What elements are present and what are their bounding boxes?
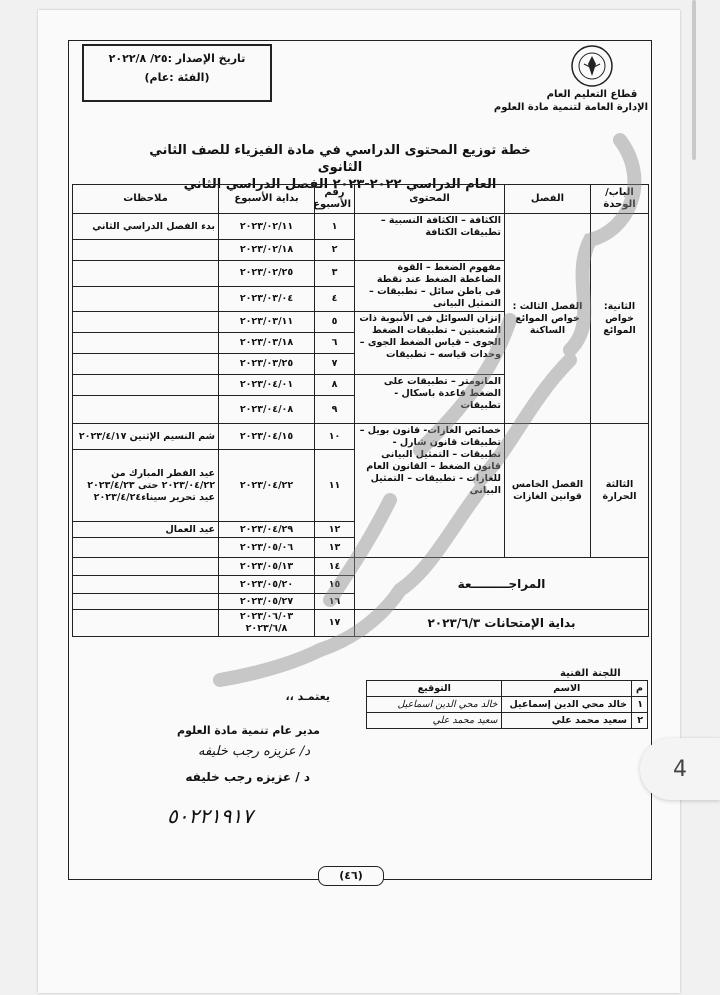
week-no: ١٧: [315, 610, 355, 637]
distribution-table: [72, 184, 649, 637]
ministry-logo: [493, 44, 648, 130]
unit-heat: الثالثة الحرارة: [591, 424, 649, 558]
logo-line-2: الإدارة العامة لتنمية مادة العلوم: [493, 102, 648, 113]
week-no: ٨: [315, 375, 355, 396]
viewer-page-indicator[interactable]: 4: [640, 738, 720, 800]
week-no: ٩: [315, 396, 355, 424]
week-date: ٢٠٢٣/٠٤/٠٨: [219, 396, 315, 424]
week-date: ٢٠٢٣/٠٢/٢٥: [219, 261, 315, 287]
header-week-start: بداية الأسبوع: [219, 185, 315, 214]
content-block-2: مفهوم الضغط – القوة الضاغطة الضغط عند نقطة فى باطن سائل – تطبيقات – التمثيل البيانى: [355, 261, 505, 312]
content-block-4: المانومتر – تطبيقات على الضغط قاعدة باسكال - تطبيقات: [355, 375, 505, 424]
week-date: ٢٠٢٣/٠٦/٠٣ ٢٠٢٣/٦/٨: [219, 610, 315, 637]
week-note: [73, 610, 219, 637]
week-no: ٦: [315, 333, 355, 354]
issue-info-box: [82, 44, 272, 102]
week-no: ٢: [315, 240, 355, 261]
week-no: ٧: [315, 354, 355, 375]
header-week-no: رقم الأسبوع: [315, 185, 355, 214]
table-row: [73, 558, 649, 576]
week-note: عيد العمال: [73, 522, 219, 538]
week-note: [73, 396, 219, 424]
table-row: [367, 713, 648, 729]
member-index: ١: [632, 697, 648, 713]
approval-text: يعتمـد ،،: [285, 690, 330, 703]
content-block-3: إتزان السوائل فى الأنبوبة ذات الشعبتين – تطبيقات الضغط الجوى – قياس الضغط الجوى – وحدات قياسه – تطبيقات: [355, 312, 505, 375]
week-note: [73, 312, 219, 333]
category: (الفئة :عام): [144, 71, 210, 84]
member-index: ٢: [632, 713, 648, 729]
director-title: مدير عام تنمية مادة العلوم: [177, 724, 320, 737]
week-date: ٢٠٢٣/٠٥/٢٠: [219, 576, 315, 594]
review-cell: المراجـــــــــعة: [355, 558, 649, 610]
logo-line-1: قطاع التعليم العام: [546, 89, 638, 100]
week-no: ٣: [315, 261, 355, 287]
week-date: ٢٠٢٣/٠٤/٢٩: [219, 522, 315, 538]
week-note: [73, 576, 219, 594]
week-date: ٢٠٢٣/٠٥/١٣: [219, 558, 315, 576]
unit-fluids: الثانية: خواص الموائع: [591, 214, 649, 424]
chapter-static-fluids: الفصل الثالث : خواص الموائع الساكنة: [505, 214, 591, 424]
handwritten-code: [150, 796, 270, 836]
week-date: ٢٠٢٣/٠٤/٠١: [219, 375, 315, 396]
issue-date: تاريخ الإصدار :٢٥/ ٢٠٢٢/٨: [108, 52, 246, 65]
table-row: [73, 424, 649, 450]
page-number: (٤٦): [318, 866, 384, 886]
committee-header-signature: التوقيع: [367, 681, 502, 697]
week-date: ٢٠٢٣/٠٣/١١: [219, 312, 315, 333]
week-note: [73, 375, 219, 396]
header-notes: ملاحظات: [73, 185, 219, 214]
week-no: ١٣: [315, 538, 355, 558]
week-date: ٢٠٢٣/٠٣/٢٥: [219, 354, 315, 375]
header-chapter: الفصل: [505, 185, 591, 214]
handwritten-code-text: ٥٠٢٢١٩١٧: [167, 804, 253, 828]
week-note: بدء الفصل الدراسي الثاني: [73, 214, 219, 240]
week-no: ١٤: [315, 558, 355, 576]
week-date: ٢٠٢٣/٠٤/٢٢: [219, 450, 315, 522]
chapter-gas-laws: الفصل الخامس قوانين الغازات: [505, 424, 591, 558]
week-date: ٢٠٢٣/٠٢/١٨: [219, 240, 315, 261]
content-block-1: الكثافة – الكثافة النسبية – تطبيقات الكثافة: [355, 214, 505, 261]
week-note: [73, 333, 219, 354]
seal-icon: [570, 44, 614, 88]
title-line-2: العام الدراسي ٢٠٢٢-٢٠٢٣ الفصل الدراسي الثاني: [183, 177, 497, 192]
table-row: [367, 697, 648, 713]
week-date: ٢٠٢٣/٠٣/٠٤: [219, 286, 315, 312]
week-note: [73, 240, 219, 261]
director-signature: د/ عزيزه رجب خليفه: [198, 744, 310, 759]
table-header-row: [73, 185, 649, 214]
header-content: المحتوى: [355, 185, 505, 214]
week-note: [73, 286, 219, 312]
week-no: ٤: [315, 286, 355, 312]
week-note: [73, 594, 219, 610]
member-name: سعيد محمد علي: [502, 713, 632, 729]
week-date: ٢٠٢٣/٠٤/١٥: [219, 424, 315, 450]
week-date: ٢٠٢٣/٠٣/١٨: [219, 333, 315, 354]
week-note: عيد الفطر المبارك من ٢٠٢٣/٠٤/٢٢ حتى ٢٠٢٣/٤/٢٣ عيد تحرير سيناء٢٠٢٣/٤/٢٤: [73, 450, 219, 522]
week-note: [73, 558, 219, 576]
week-no: ١٦: [315, 594, 355, 610]
week-no: ١٥: [315, 576, 355, 594]
week-no: ١١: [315, 450, 355, 522]
committee-table: [366, 680, 648, 729]
table-row: [73, 214, 649, 240]
week-no: ١٢: [315, 522, 355, 538]
exams-cell: بداية الإمتحانات ٢٠٢٣/٦/٣: [355, 610, 649, 637]
week-no: ١٠: [315, 424, 355, 450]
member-signature: خالد محي الدين اسماعيل: [367, 697, 502, 713]
week-note: [73, 538, 219, 558]
week-no: ١: [315, 214, 355, 240]
committee-header-m: م: [632, 681, 648, 697]
committee-header-row: [367, 681, 648, 697]
week-no: ٥: [315, 312, 355, 333]
committee-header-name: الاسم: [502, 681, 632, 697]
table-row: [73, 610, 649, 637]
scrollbar[interactable]: [692, 0, 696, 160]
director-name: د / عزيزه رجب خليفه: [185, 770, 310, 784]
week-date: ٢٠٢٣/٠٥/٠٦: [219, 538, 315, 558]
title-line-1: خطة توزيع المحتوى الدراسي في مادة الفيزياء للصف الثاني الثانوى: [149, 143, 531, 175]
week-date: ٢٠٢٣/٠٢/١١: [219, 214, 315, 240]
week-note: شم النسيم الإثنين ٢٠٢٣/٤/١٧: [73, 424, 219, 450]
week-note: [73, 354, 219, 375]
member-signature: سعيد محمد علي: [367, 713, 502, 729]
committee-label: اللجنة الفنية: [560, 668, 621, 679]
week-note: [73, 261, 219, 287]
week-date: ٢٠٢٣/٠٥/٢٧: [219, 594, 315, 610]
header-unit: الباب/الوحدة: [591, 185, 649, 214]
content-block-5: خصائص الغازات- قانون بويل – تطبيقات قانون شارل - تطبيقات – التمثيل البيانى قانون الضغط – القانون العام للغازات - تطبيقات – التمثيل البيانى: [355, 424, 505, 558]
member-name: خالد محي الدين إسماعيل: [502, 697, 632, 713]
